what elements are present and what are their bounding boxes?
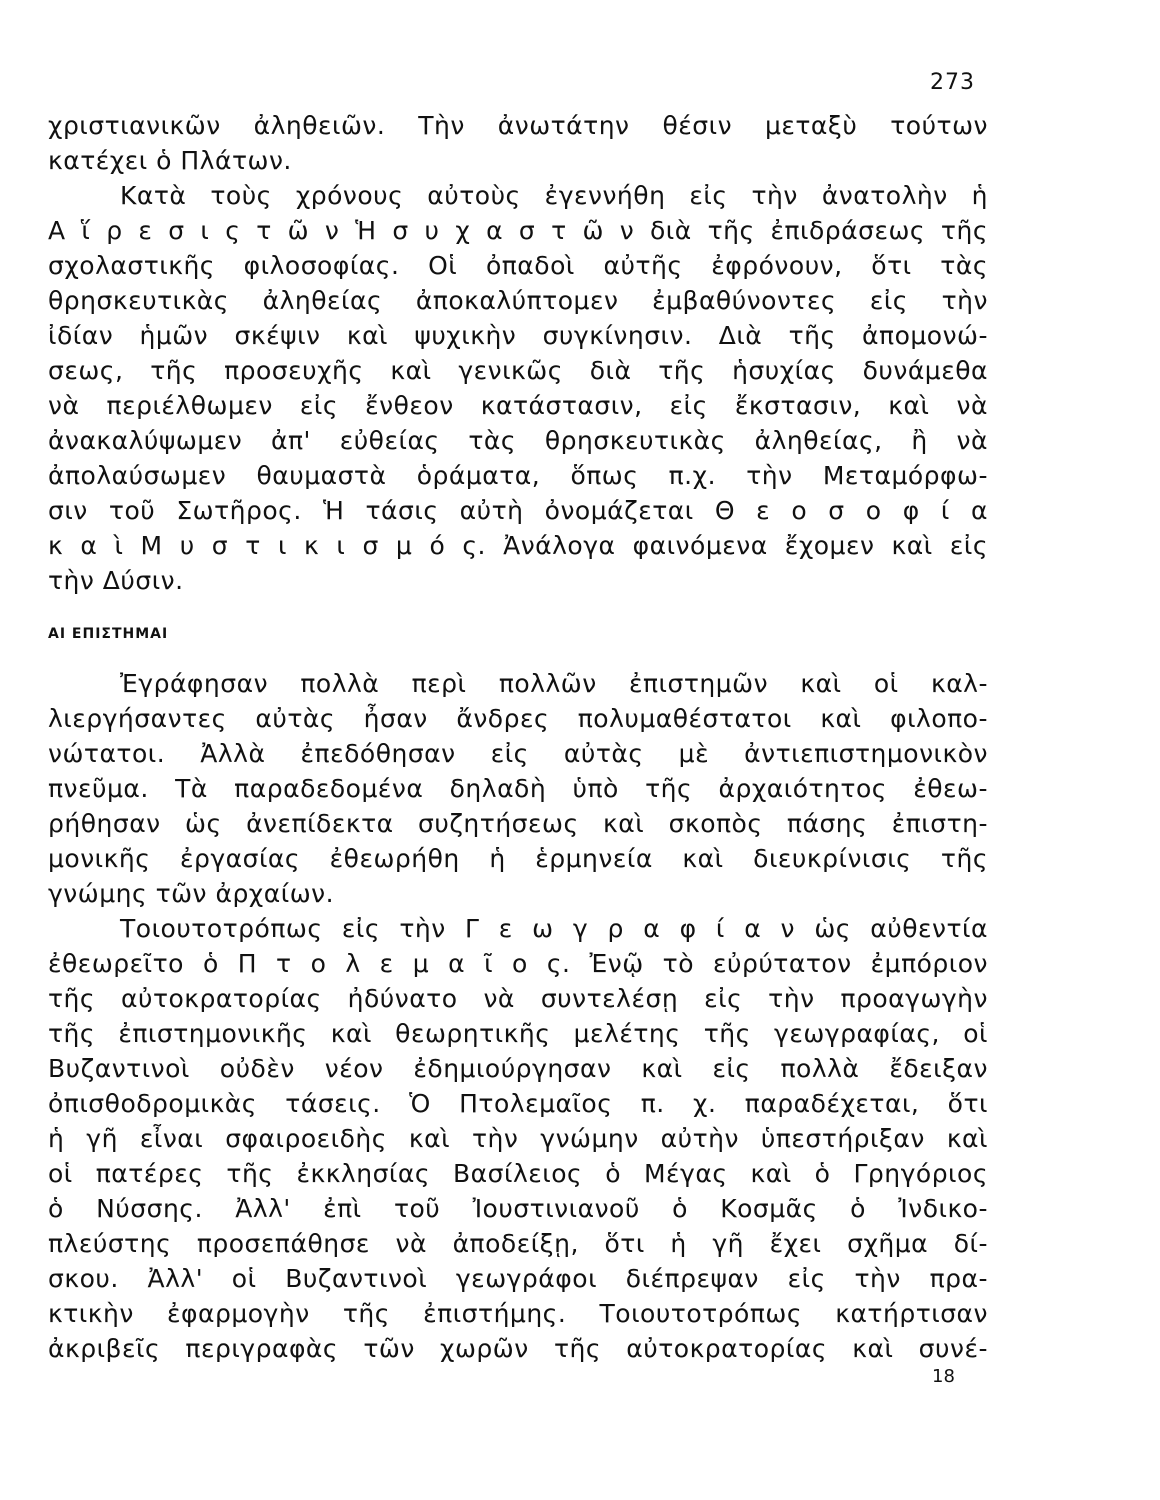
text-line: τῆς αὐτοκρατορίας ἠδύνατο νὰ συντελέσῃ εἰς τὴν προαγωγὴν	[48, 984, 988, 1013]
text-line: οἱ πατέρες τῆς ἐκκλησίας Βασίλειος ὁ Μέγας καὶ ὁ Γρηγόριος	[48, 1159, 988, 1188]
signature-mark: 18	[932, 1366, 955, 1387]
text-line: Ἐγράφησαν πολλὰ περὶ πολλῶν ἐπιστημῶν καὶ οἱ καλ-	[120, 669, 988, 698]
text-line: σχολαστικῆς φιλοσοφίας. Οἱ ὀπαδοὶ αὐτῆς ἐφρόνουν, ὅτι τὰς	[48, 251, 988, 280]
text-line: νώτατοι. Ἀλλὰ ἐπεδόθησαν εἰς αὐτὰς μὲ ἀντιεπιστημονικὸν	[48, 739, 988, 768]
text-line: σιν τοῦ Σωτῆρος. Ἡ τάσις αὐτὴ ὀνομάζεται Θ ε ο σ ο φ ί α	[48, 496, 988, 525]
text-line: κ α ὶ Μ υ σ τ ι κ ι σ μ ό ς. Ἀνάλογα φαινόμενα ἔχομεν καὶ εἰς	[48, 531, 988, 560]
text-line: ἀνακαλύψωμεν ἀπ' εὐθείας τὰς θρησκευτικὰς ἀληθείας, ἢ νὰ	[48, 426, 988, 455]
text-line: θρησκευτικὰς ἀληθείας ἀποκαλύπτομεν ἐμβαθύνοντες εἰς τὴν	[48, 286, 988, 315]
paragraph-block-1	[48, 108, 988, 598]
text-line: ρήθησαν ὡς ἀνεπίδεκτα συζητήσεως καὶ σκοπὸς πάσης ἐπιστη-	[48, 809, 988, 838]
text-line: νὰ περιέλθωμεν εἰς ἔνθεον κατάστασιν, εἰς ἔκστασιν, καὶ νὰ	[48, 391, 988, 420]
section-heading: ΑΙ ΕΠΙΣΤΗΜΑΙ	[48, 626, 169, 642]
text-line: σεως, τῆς προσευχῆς καὶ γενικῶς διὰ τῆς ἡσυχίας δυνάμεθα	[48, 356, 988, 385]
text-line: ἰδίαν ἡμῶν σκέψιν καὶ ψυχικὴν συγκίνησιν. Διὰ τῆς ἀπομονώ-	[48, 321, 988, 350]
text-line: γνώμης τῶν ἀρχαίων.	[48, 879, 335, 908]
text-line: πνεῦμα. Τὰ παραδεδομένα δηλαδὴ ὑπὸ τῆς ἀρχαιότητος ἐθεω-	[48, 774, 988, 803]
text-line: Α ἵ ρ ε σ ι ς τ ῶ ν Ἡ σ υ χ α σ τ ῶ ν διὰ τῆς ἐπιδράσεως τῆς	[48, 216, 988, 245]
text-line: σκου. Ἀλλ' οἱ Βυζαντινοὶ γεωγράφοι διέπρεψαν εἰς τὴν πρα-	[48, 1264, 988, 1293]
text-line: χριστιανικῶν ἀληθειῶν. Τὴν ἀνωτάτην θέσιν μεταξὺ τούτων	[48, 111, 988, 140]
page-number: 273	[930, 70, 975, 95]
text-line: πλεύστης προσεπάθησε νὰ ἀποδείξῃ, ὅτι ἡ γῆ ἔχει σχῆμα δί-	[48, 1229, 988, 1258]
text-line: κατέχει ὁ Πλάτων.	[48, 146, 292, 175]
text-line: λιεργήσαντες αὐτὰς ἦσαν ἄνδρες πολυμαθέστατοι καὶ φιλοπο-	[48, 704, 988, 733]
text-line: Τοιουτοτρόπως εἰς τὴν Γ ε ω γ ρ α φ ί α ν ὡς αὐθεντία	[120, 914, 988, 943]
text-line: ἡ γῆ εἶναι σφαιροειδὴς καὶ τὴν γνώμην αὐτὴν ὑπεστήριξαν καὶ	[48, 1124, 988, 1153]
text-line: τὴν Δύσιν.	[48, 566, 184, 595]
text-line: Κατὰ τοὺς χρόνους αὐτοὺς ἐγεννήθη εἰς τὴν ἀνατολὴν ἡ	[120, 181, 988, 210]
text-line: ὁ Νύσσης. Ἀλλ' ἐπὶ τοῦ Ἰουστινιανοῦ ὁ Κοσμᾶς ὁ Ἰνδικο-	[48, 1194, 988, 1223]
text-line: μονικῆς ἐργασίας ἐθεωρήθη ἡ ἑρμηνεία καὶ διευκρίνισις τῆς	[48, 844, 988, 873]
text-line: ὀπισθοδρομικὰς τάσεις. Ὁ Πτολεμαῖος π. χ. παραδέχεται, ὅτι	[48, 1089, 988, 1118]
text-line: ἐθεωρεῖτο ὁ Π τ ο λ ε μ α ῖ ο ς. Ἐνῷ τὸ εὐρύτατον ἐμπόριον	[48, 949, 988, 978]
text-line: ἀπολαύσωμεν θαυμαστὰ ὁράματα, ὅπως π.χ. τὴν Μεταμόρφω-	[48, 461, 988, 490]
text-line: τῆς ἐπιστημονικῆς καὶ θεωρητικῆς μελέτης τῆς γεωγραφίας, οἱ	[48, 1019, 988, 1048]
text-line: κτικὴν ἐφαρμογὴν τῆς ἐπιστήμης. Τοιουτοτρόπως κατήρτισαν	[48, 1299, 988, 1328]
paragraph-block-2	[48, 666, 988, 1366]
text-line: ἀκριβεῖς περιγραφὰς τῶν χωρῶν τῆς αὐτοκρατορίας καὶ συνέ-	[48, 1334, 988, 1363]
text-line: Βυζαντινοὶ οὐδὲν νέον ἐδημιούργησαν καὶ εἰς πολλὰ ἔδειξαν	[48, 1054, 988, 1083]
